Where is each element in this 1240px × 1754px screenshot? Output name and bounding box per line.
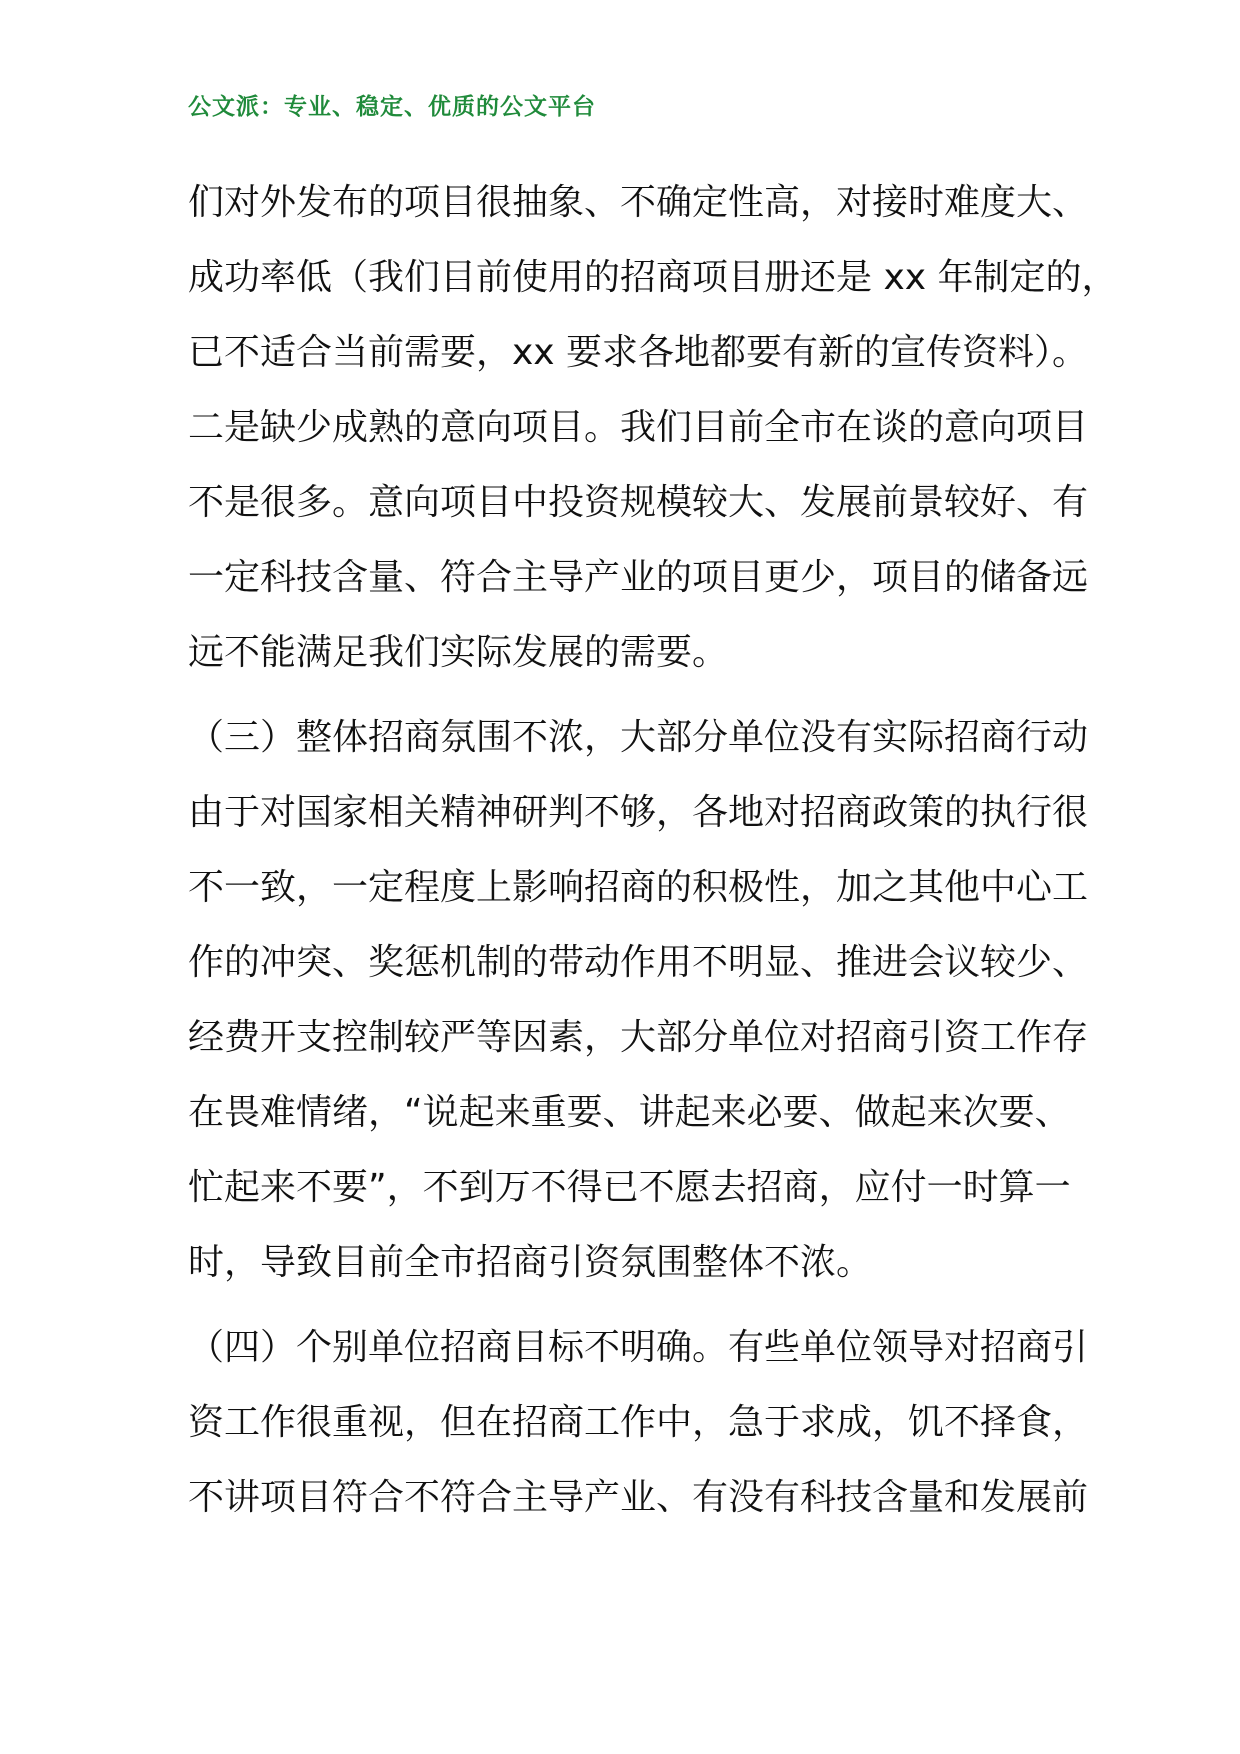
text-line: 已不适合当前需要，xx 要求各地都要有新的宣传资料）。 <box>188 332 1089 373</box>
text-line: 不讲项目符合不符合主导产业、有没有科技含量和发展前 <box>188 1477 1089 1518</box>
paragraph-1 <box>188 165 1118 690</box>
text-line: 一定科技含量、符合主导产业的项目更少，项目的储备远 <box>188 557 1089 598</box>
text-line: 时，导致目前全市招商引资氛围整体不浓。 <box>188 1242 873 1283</box>
text-line: 不一致，一定程度上影响招商的积极性，加之其他中心工 <box>188 867 1089 908</box>
text-line: 们对外发布的项目很抽象、不确定性高，对接时难度大、 <box>188 182 1089 223</box>
paragraph-spacer <box>188 1300 1068 1310</box>
text-line: 远不能满足我们实际发展的需要。 <box>188 632 729 673</box>
text-line: 资工作很重视，但在招商工作中，急于求成，饥不择食， <box>188 1402 1089 1443</box>
text-line: 经费开支控制较严等因素，大部分单位对招商引资工作存 <box>188 1017 1089 1058</box>
text-line: 不是很多。意向项目中投资规模较大、发展前景较好、有 <box>188 482 1089 523</box>
text-line: 成功率低（我们目前使用的招商项目册还是 xx 年制定的， <box>188 257 1118 298</box>
paragraph-2 <box>188 700 1089 1300</box>
text-line: （三）整体招商氛围不浓，大部分单位没有实际招商行动 <box>188 717 1089 758</box>
text-line: 由于对国家相关精神研判不够，各地对招商政策的执行很 <box>188 792 1089 833</box>
text-line: 在畏难情绪，“说起来重要、讲起来必要、做起来次要、 <box>188 1092 1071 1133</box>
paragraph-spacer <box>188 690 1068 700</box>
text-line: 忙起来不要”，不到万不得已不愿去招商，应付一时算一 <box>188 1167 1071 1208</box>
document-body <box>188 165 1118 1535</box>
text-line: （四）个别单位招商目标不明确。有些单位领导对招商引 <box>188 1327 1089 1368</box>
header-title: 公文派：专业、稳定、优质的公文平台 <box>188 94 596 120</box>
text-line: 二是缺少成熟的意向项目。我们目前全市在谈的意向项目 <box>188 407 1089 448</box>
text-line: 作的冲突、奖惩机制的带动作用不明显、推进会议较少、 <box>188 942 1089 983</box>
paragraph-3 <box>188 1310 1089 1535</box>
